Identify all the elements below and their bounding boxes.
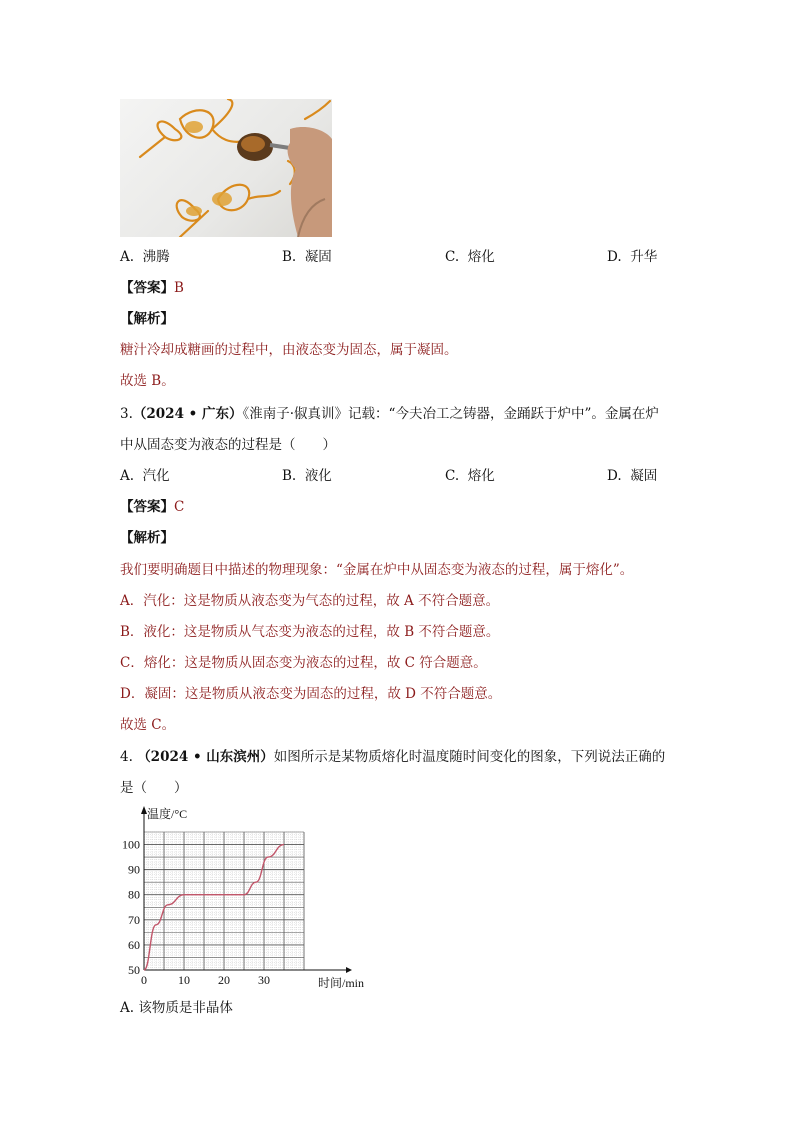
q3-stem-line1: 3.（2024 • 广东）《淮南子·俶真训》记载：“今夫冶工之铸器，金踊跃于炉中”。金属在炉 [120, 406, 659, 422]
q3-analysis-line: A．汽化：这是物质从液态变为气态的过程，故 A 不符合题意。 [120, 593, 500, 609]
q4-option-a: A. 该物质是非晶体 [120, 1000, 233, 1016]
q3-analysis-line: D．凝固：这是物质从液态变为固态的过程，故 D 不符合题意。 [120, 686, 502, 702]
q3-analysis-line: B．液化：这是物质从气态变为液态的过程，故 B 不符合题意。 [120, 624, 500, 640]
q3-option-b: B. 液化 [282, 468, 332, 484]
y-tick-label: 60 [128, 937, 140, 952]
q4-stem-line1: 4. （2024 • 山东滨州）如图所示是某物质熔化时温度随时间变化的图象，下列说法正确的 [120, 749, 666, 765]
q3-analysis-line: C．熔化：这是物质从固态变为液态的过程，故 C 符合题意。 [120, 655, 487, 671]
q3-stem-line2: 中从固态变为液态的过程是（ ） [120, 437, 336, 453]
q3-option-a: A. 汽化 [120, 468, 170, 484]
q2-option-a: A. 沸腾 [120, 249, 170, 265]
x-tick-label: 30 [258, 973, 270, 987]
q4-stem-line2: 是（ ） [120, 780, 188, 796]
sugar-painting-photo [120, 99, 332, 237]
x-tick-label: 20 [218, 973, 230, 987]
x-tick-label: 10 [178, 973, 190, 987]
x-axis-arrow [346, 967, 352, 973]
y-axis-label: 温度/°C [147, 807, 188, 821]
q2-option-c: C. 熔化 [445, 249, 495, 265]
y-tick-label: 80 [128, 887, 140, 902]
y-tick-label: 50 [128, 963, 140, 977]
q3-answer: 【答案】C [120, 499, 185, 515]
q3-analysis-label: 【解析】 [120, 530, 174, 546]
q2-analysis-line: 故选 B。 [120, 373, 175, 389]
y-tick-label: 100 [122, 837, 140, 852]
q3-analysis-line: 故选 C。 [120, 717, 176, 733]
temperature-time-chart [118, 800, 388, 995]
chart-axes [141, 806, 352, 973]
x-axis-label: 时间/min [318, 976, 365, 990]
sugar-painting-image [120, 99, 332, 237]
q3-option-d: D. 凝固 [607, 468, 658, 484]
q2-analysis-label: 【解析】 [120, 311, 174, 327]
y-tick-label: 90 [128, 862, 140, 877]
q2-answer: 【答案】B [120, 280, 184, 296]
q2-analysis-line: 糖汁冷却成糖画的过程中，由液态变为固态，属于凝固。 [120, 342, 458, 358]
x-tick-label: 0 [141, 973, 147, 987]
y-tick-label: 70 [128, 912, 140, 927]
q3-option-c: C. 熔化 [445, 468, 495, 484]
q2-option-d: D. 升华 [607, 249, 658, 265]
q3-analysis-line: 我们要明确题目中描述的物理现象：“金属在炉中从固态变为液态的过程，属于熔化”。 [120, 562, 634, 578]
q2-option-b: B. 凝固 [282, 249, 332, 265]
